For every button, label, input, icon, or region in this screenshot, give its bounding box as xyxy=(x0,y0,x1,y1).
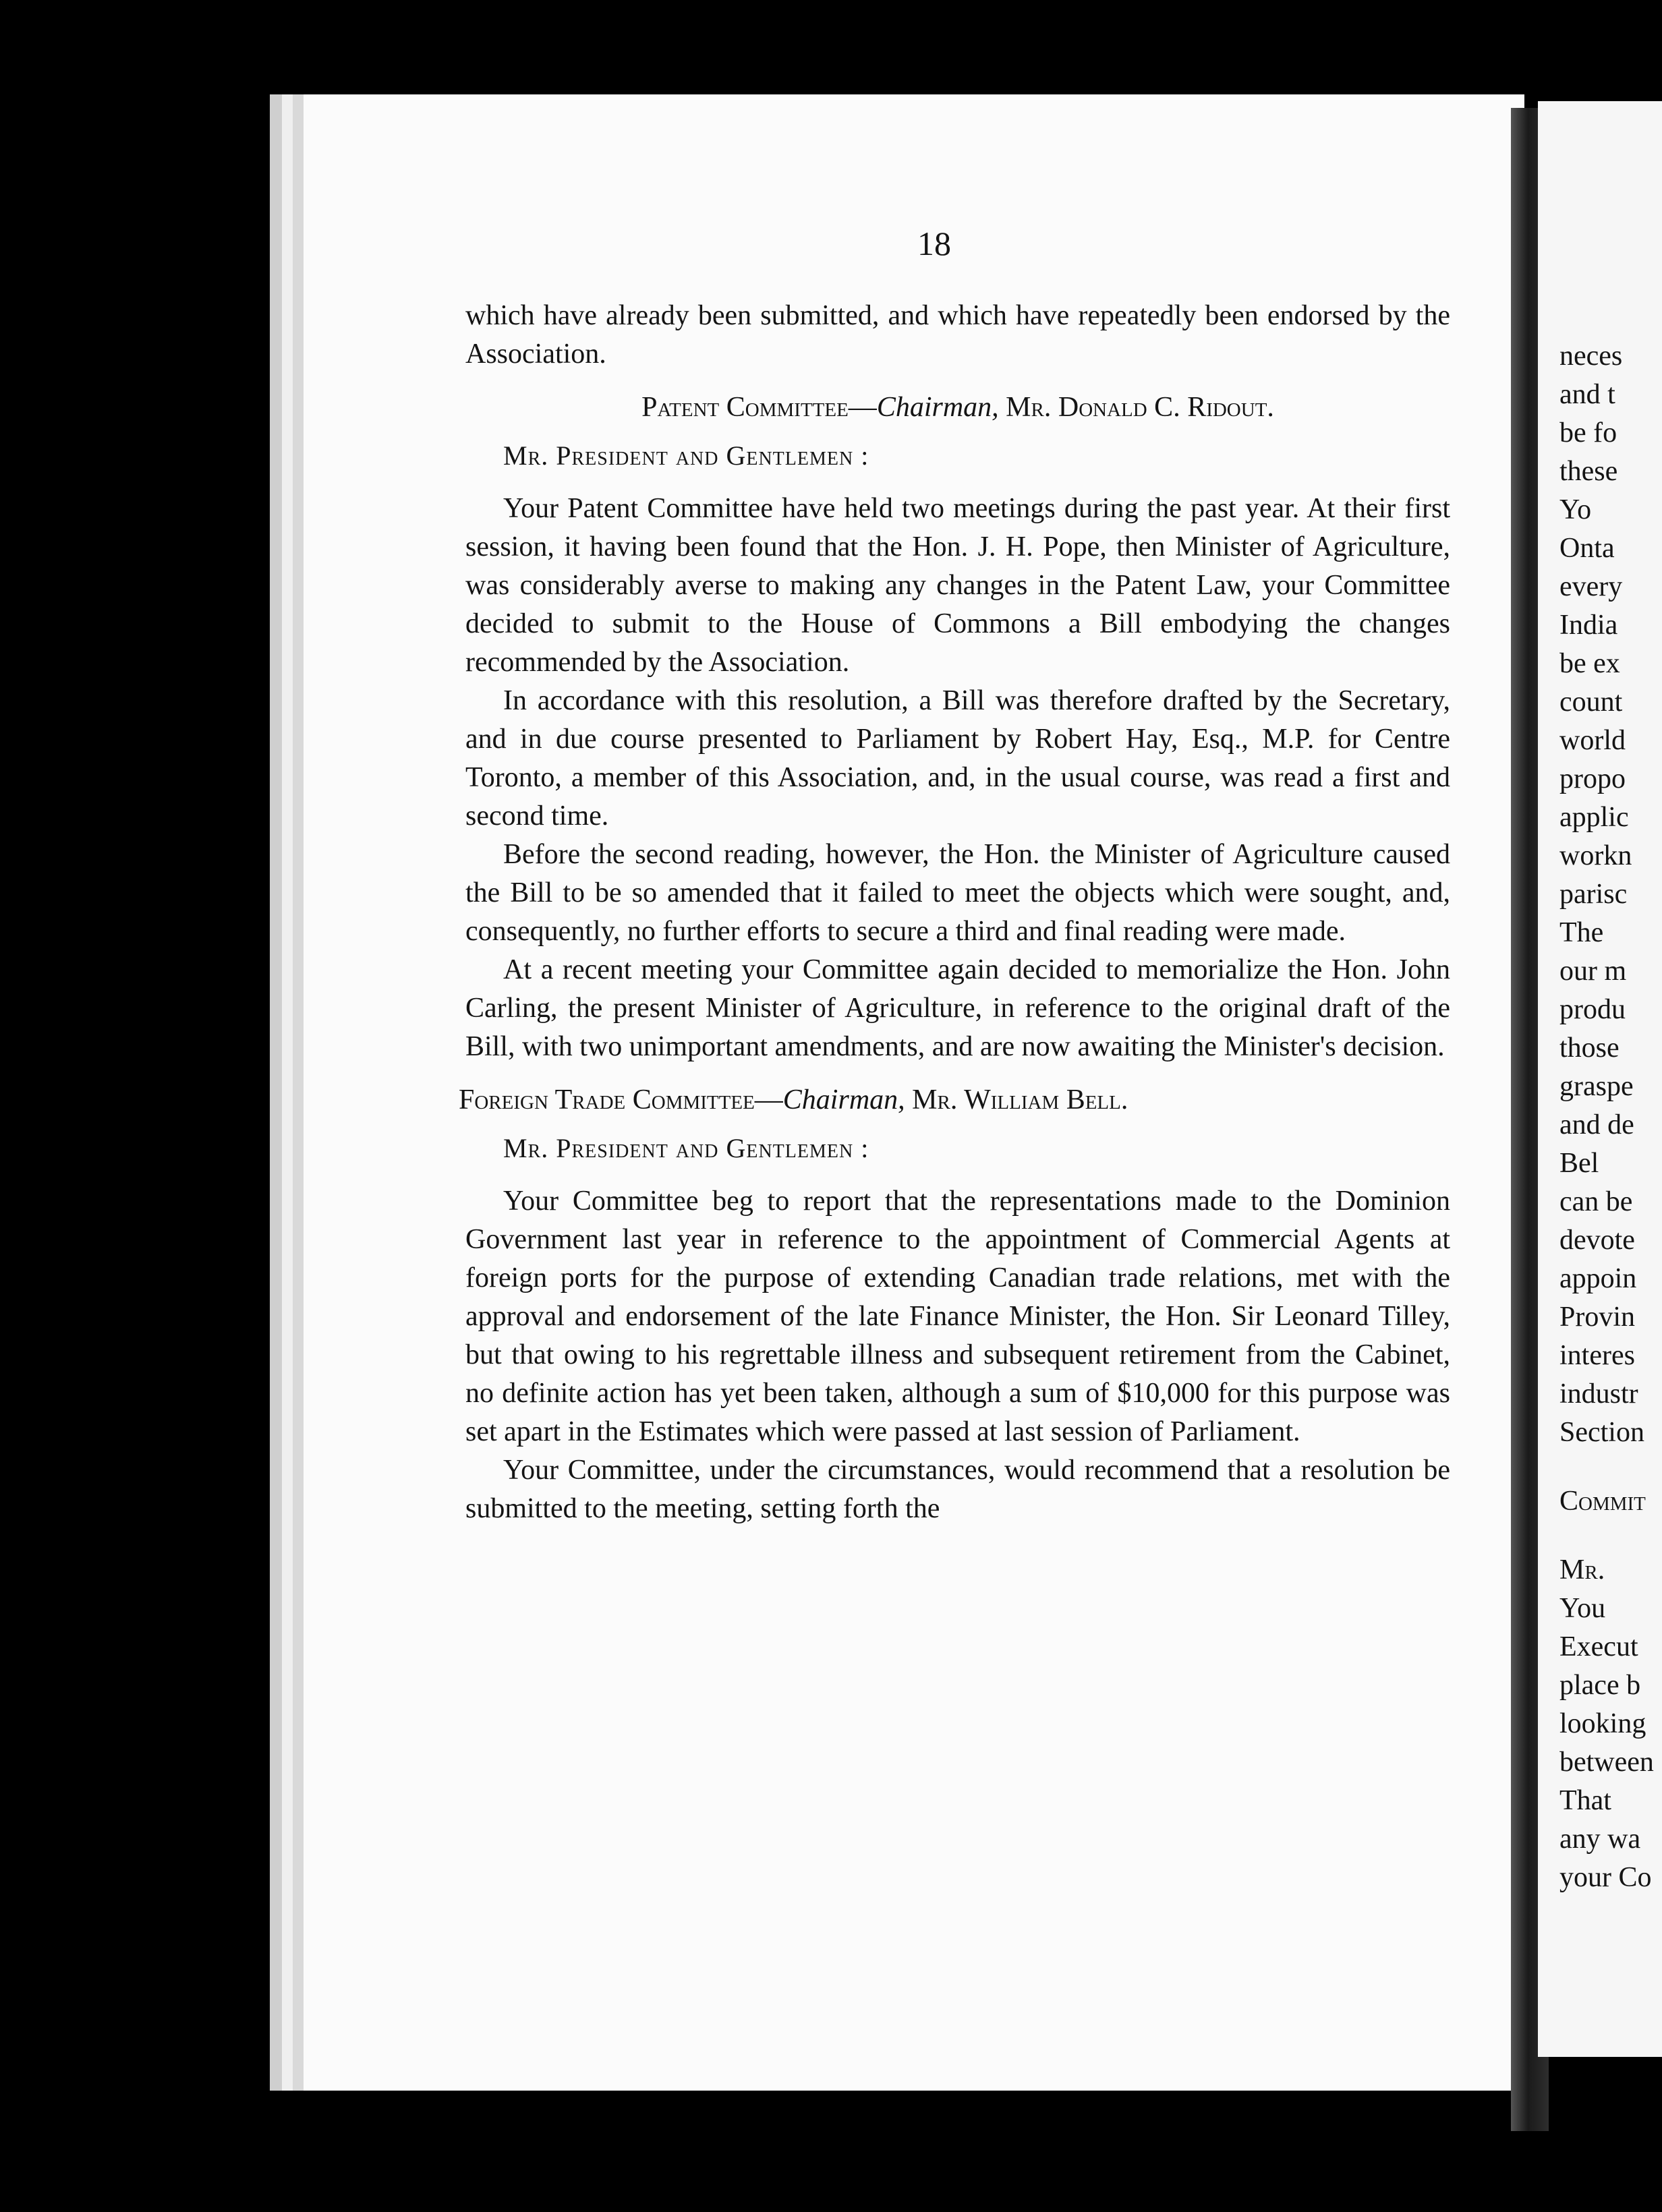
facing-line: appoin xyxy=(1559,1263,1637,1294)
facing-line: propo xyxy=(1559,763,1626,794)
patent-paragraph-3: Before the second reading, however, the Hon. the Minister of Agriculture caused the Bill to be so amended that it failed to meet the objects which were sought, and, consequently, no further efforts to secure a third and final reading were made. xyxy=(465,839,1450,947)
patent-heading-name: Mr. Donald C. Ridout. xyxy=(998,392,1274,423)
patent-paragraph-2: In accordance with this resolution, a Bill was therefore drafted by the Secretary, and in due course presented to Parliament by Robert Hay, Esq., M.P. for Centre Toronto, a member of this Association, and, in the usual course, was read a first and second time. xyxy=(465,685,1450,832)
facing-line: your Co xyxy=(1559,1862,1652,1893)
facing-line: produ xyxy=(1559,994,1626,1025)
facing-line: applic xyxy=(1559,802,1629,833)
page-body xyxy=(459,297,1450,1528)
foreign-heading-chair: Chairman, xyxy=(782,1084,905,1115)
patent-paragraph-4: At a recent meeting your Committee again decided to memorialize the Hon. John Carling, the present Minister of Agriculture, in reference to the original draft of the Bill, with two unimportant amendments, and are now awaiting the Minister's decision. xyxy=(465,954,1450,1062)
facing-line: Execut xyxy=(1559,1631,1638,1662)
page-number: 18 xyxy=(917,225,951,262)
facing-line: interes xyxy=(1559,1340,1635,1371)
facing-line: Onta xyxy=(1559,533,1615,564)
facing-line: India xyxy=(1559,610,1618,641)
facing-line: between xyxy=(1559,1747,1654,1778)
patent-salutation: Mr. President and Gentlemen : xyxy=(503,440,869,471)
facing-line: devote xyxy=(1559,1225,1635,1256)
facing-page xyxy=(1538,101,1662,2057)
facing-line: That xyxy=(1559,1785,1611,1816)
patent-heading-prefix: Patent Committee— xyxy=(641,392,877,423)
facing-page-text xyxy=(1559,337,1662,1897)
facing-line: place b xyxy=(1559,1670,1641,1701)
facing-line: graspe xyxy=(1559,1071,1634,1102)
facing-line: any wa xyxy=(1559,1824,1641,1855)
facing-line: Yo xyxy=(1559,494,1592,525)
facing-line: parisc xyxy=(1559,879,1628,910)
foreign-heading-prefix: Foreign Trade Committee— xyxy=(459,1084,783,1115)
facing-line: The xyxy=(1559,917,1604,948)
foreign-paragraph-2: Your Committee, under the circumstances, would recommend that a resolution be submitted to the meeting, setting forth the xyxy=(465,1455,1450,1524)
patent-paragraph-1: Your Patent Committee have held two meetings during the past year. At their first session, it having been found that the Hon. J. H. Pope, then Minister of Agriculture, was considerably averse to making any changes in the Patent Law, your Committee decided to submit to the House of Commons a Bill embodying the changes recommended by the Association. xyxy=(465,493,1450,678)
facing-line: those xyxy=(1559,1032,1620,1064)
facing-line: neces xyxy=(1559,341,1623,372)
facing-line: and de xyxy=(1559,1109,1634,1140)
patent-heading-chair: Chairman, xyxy=(876,392,999,423)
facing-line: Section xyxy=(1559,1417,1644,1448)
facing-line: You xyxy=(1559,1593,1606,1624)
facing-line: industr xyxy=(1559,1378,1638,1409)
foreign-heading-name: Mr. William Bell. xyxy=(905,1084,1128,1115)
facing-line: our m xyxy=(1559,956,1627,987)
facing-line: Bel xyxy=(1559,1148,1599,1179)
facing-line: count xyxy=(1559,687,1623,718)
facing-line: these xyxy=(1559,456,1618,487)
facing-line: can be xyxy=(1559,1186,1633,1217)
facing-line: and t xyxy=(1559,379,1615,410)
foreign-salutation: Mr. President and Gentlemen : xyxy=(503,1133,869,1163)
intro-paragraph: which have already been submitted, and which have repeatedly been endorsed by the Association. xyxy=(465,300,1450,370)
facing-line: Mr. xyxy=(1559,1554,1605,1585)
facing-line: Commit xyxy=(1559,1486,1646,1517)
facing-line: be fo xyxy=(1559,417,1617,448)
facing-line: workn xyxy=(1559,840,1632,871)
facing-line: looking xyxy=(1559,1708,1646,1739)
facing-line: world xyxy=(1559,725,1626,756)
foreign-paragraph-1: Your Committee beg to report that the representations made to the Dominion Government last year in reference to the appointment of Commercial Agents at foreign ports for the purpose of extending Canadian trade relations, met with the approval and endorsement of the late Finance Minister, the Hon. Sir Leonard Tilley, but that owing to his regrettable illness and subsequent retirement from the Cabinet, no definite action has yet been taken, although a sum of $10,000 for this purpose was set apart in the Estimates which were passed at last session of Parliament. xyxy=(465,1186,1450,1447)
patent-committee-heading xyxy=(465,388,1450,427)
facing-line: every xyxy=(1559,571,1623,602)
foreign-trade-committee-heading xyxy=(459,1081,1450,1119)
facing-line: Provin xyxy=(1559,1302,1636,1333)
facing-line: be ex xyxy=(1559,648,1620,679)
